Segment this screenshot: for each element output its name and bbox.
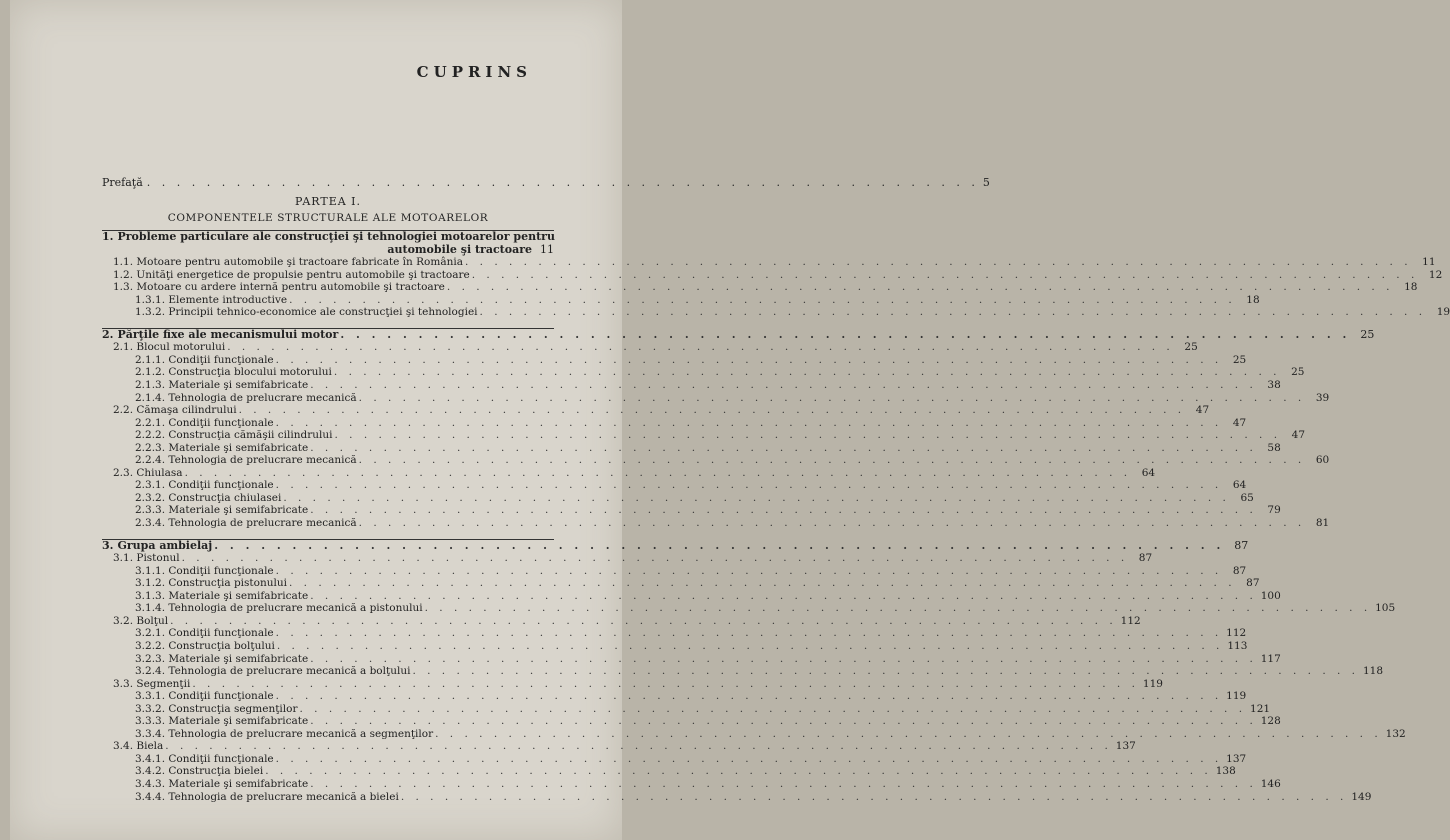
toc-entry	[102, 391, 1330, 405]
entry-page: 64	[1141, 466, 1156, 479]
toc-entry	[102, 639, 1248, 653]
entry-label: Probleme particulare ale construcţiei şi tehnologiei motoarelor pentru	[117, 230, 555, 243]
toc-entry	[102, 690, 1247, 703]
entry-label: 1.3. Motoare cu ardere internă pentru automobile şi tractoare	[113, 281, 445, 294]
leader-dots	[239, 404, 1186, 417]
entry-page: 119	[1226, 690, 1247, 703]
toc-entry	[102, 491, 1254, 505]
toc-entry	[102, 627, 1247, 640]
toc-entry	[102, 740, 1136, 753]
toc-entry	[102, 677, 1163, 691]
entry-page: 112	[1120, 614, 1141, 627]
leader-dots	[435, 728, 1382, 741]
leader-dots	[300, 703, 1247, 716]
leader-dots	[276, 690, 1223, 703]
leader-dots	[192, 678, 1139, 691]
entry-page: 79	[1267, 504, 1281, 517]
section-gap	[102, 319, 554, 328]
entry-label: 3.3.1. Condiţii funcţionale	[135, 690, 274, 703]
entry-label: 3.3. Segmenţii	[113, 677, 191, 690]
toc-entry	[102, 552, 1153, 565]
toc-entry	[102, 466, 1156, 480]
entry-page: 47	[1291, 429, 1306, 442]
leader-dots	[412, 665, 1359, 678]
toc-entry	[102, 281, 1418, 294]
entry-page: 5	[982, 176, 990, 189]
entry-page: 65	[1240, 491, 1254, 504]
entry-page: 138	[1215, 765, 1236, 778]
entry-page: 100	[1260, 589, 1281, 602]
entry-page: 11	[540, 242, 554, 256]
leader-dots	[465, 256, 1412, 269]
leader-dots	[359, 392, 1306, 405]
toc-entry	[102, 665, 1384, 678]
entry-label: 2.3.1. Condiţii funcţionale	[135, 479, 274, 492]
entry-label: 3.1.3. Materiale şi semifabricate	[135, 589, 309, 602]
entry-label: 3.1.1. Condiţii funcţionale	[135, 564, 274, 577]
entry-page: 117	[1260, 652, 1281, 665]
leader-dots	[214, 540, 1224, 553]
toc-entry	[102, 504, 1281, 517]
leader-dots	[359, 517, 1306, 530]
chapter-number: 1.	[102, 230, 114, 243]
entry-page: 25	[1291, 366, 1305, 379]
entry-label: Prefaţă	[102, 176, 143, 189]
leader-dots	[265, 765, 1212, 778]
leader-dots	[182, 552, 1129, 565]
toc-entry	[102, 404, 1210, 417]
entry-page: 18	[1246, 293, 1260, 306]
leader-dots	[289, 577, 1236, 590]
leader-dots	[185, 467, 1132, 480]
entry-label: Grupa ambielaj	[117, 538, 213, 552]
leader-dots	[276, 354, 1223, 367]
entry-page: 19	[1436, 306, 1450, 319]
entry-label: 2.3. Chiulasa	[113, 466, 183, 479]
leader-dots	[334, 429, 1281, 442]
entry-page: 118	[1362, 665, 1384, 678]
toc-entry	[102, 564, 1247, 578]
toc-entry	[102, 614, 1141, 628]
entry-label: 3.2.3. Materiale şi semifabricate	[135, 652, 309, 665]
entry-label: 3.4.2. Construcţia bielei	[135, 765, 264, 778]
toc-entry-preface	[102, 176, 990, 189]
toc-entry	[102, 652, 1281, 666]
toc-entry	[102, 715, 1281, 728]
toc-entry	[102, 341, 1198, 354]
leader-dots	[227, 341, 1174, 354]
entry-page: 119	[1142, 677, 1163, 690]
leader-dots: . . . . . . . . . . . . . . . . . . . . . . . . . . . . . . . . . . . . . . . . . . . . . . . . . . . . . . . .	[146, 176, 979, 189]
entry-label: automobile şi tractoare	[387, 242, 532, 256]
entry-page: 113	[1227, 639, 1248, 652]
toc-entry	[102, 790, 1372, 804]
entry-page: 87	[1234, 538, 1249, 552]
entry-page: 121	[1250, 702, 1271, 715]
entry-label: 2.2.4. Tehnologia de prelucrare mecanică	[135, 454, 357, 467]
toc-entry	[102, 416, 1247, 430]
leader-dots	[277, 640, 1224, 653]
entry-label: 1.3.2. Principii tehnico-economice ale construcţiei şi tehnologiei	[135, 306, 478, 319]
entry-page: 11	[1422, 256, 1436, 269]
toc-entry	[102, 752, 1247, 766]
entry-page: 137	[1226, 752, 1247, 765]
entry-label: 2.1.2. Construcţia blocului motorului	[135, 366, 332, 379]
entry-label: 3.4. Biela	[113, 740, 164, 753]
leader-dots	[340, 329, 1350, 342]
toc-entry	[102, 327, 1375, 342]
entry-label: 2.1.4. Tehnologia de prelucrare mecanică	[135, 391, 357, 404]
leader-dots	[310, 379, 1257, 392]
entry-label: 2.3.4. Tehnologia de prelucrare mecanică	[135, 517, 357, 530]
toc-entry	[102, 231, 554, 244]
toc-entry	[102, 517, 1330, 530]
toc-entry	[102, 538, 1249, 553]
section-gap	[102, 530, 554, 539]
entry-page: 112	[1226, 627, 1247, 640]
leader-dots	[334, 366, 1281, 379]
entry-label: 3.4.3. Materiale şi semifabricate	[135, 777, 309, 790]
entry-label: 1.2. Unităţi energetice de propulsie pentru automobile şi tractoare	[113, 268, 470, 281]
leader-dots	[401, 791, 1348, 804]
entry-page: 18	[1404, 281, 1418, 294]
entry-label: 2.1.1. Condiţii funcţionale	[135, 353, 274, 366]
entry-label: 2.1.3. Materiale şi semifabricate	[135, 379, 309, 392]
leader-dots	[276, 627, 1223, 640]
leader-dots	[310, 590, 1257, 603]
entry-page: 146	[1260, 777, 1281, 790]
page-title: CUPRINS	[416, 63, 532, 81]
entry-label: 2.2. Cămaşa cilindrului	[113, 404, 237, 417]
entry-label: 3.3.3. Materiale şi semifabricate	[135, 715, 309, 728]
toc-entry	[102, 353, 1247, 367]
leader-dots	[310, 504, 1257, 517]
leader-dots	[359, 454, 1306, 467]
toc-entry	[102, 602, 1396, 615]
entry-label: 2.1. Blocul motorului	[113, 341, 226, 354]
toc-entry	[102, 268, 1443, 282]
leader-dots	[170, 615, 1117, 628]
entry-label: 2.3.2. Construcţia chiulasei	[135, 491, 282, 504]
toc-entry	[102, 293, 1260, 307]
leader-dots	[283, 492, 1230, 505]
leader-dots	[276, 753, 1223, 766]
book-page	[10, 0, 1450, 840]
leader-dots	[472, 269, 1419, 282]
toc-entry	[102, 256, 1436, 269]
leader-dots	[310, 715, 1257, 728]
entry-page: 128	[1260, 715, 1281, 728]
toc-entry	[102, 727, 1406, 741]
toc-entry	[102, 577, 1260, 590]
leader-dots	[165, 740, 1112, 753]
entry-page: 87	[1232, 564, 1247, 577]
chapter-number: 3.	[102, 538, 114, 552]
entry-label: 3.1.4. Tehnologia de prelucrare mecanică a pistonului	[135, 602, 423, 615]
entry-page: 105	[1375, 602, 1396, 615]
entry-page: 64	[1232, 479, 1247, 492]
leader-dots	[480, 306, 1427, 319]
entry-page: 38	[1267, 379, 1281, 392]
toc-entry	[102, 244, 554, 257]
entry-label: 2.2.3. Materiale şi semifabricate	[135, 441, 309, 454]
entry-page: 47	[1195, 404, 1210, 417]
part-subtitle: COMPONENTELE STRUCTURALE ALE MOTOARELOR	[167, 212, 489, 224]
entry-page: 25	[1360, 327, 1375, 341]
toc-entry	[102, 702, 1271, 716]
entry-label: 3.2.1. Condiţii funcţionale	[135, 627, 274, 640]
entry-page: 81	[1315, 517, 1330, 530]
entry-label: 3.2.4. Tehnologia de prelucrare mecanică a bolţului	[135, 665, 411, 678]
leader-dots	[276, 565, 1223, 578]
entry-label: 1.3.1. Elemente introductive	[135, 293, 288, 306]
entry-label: Părţile fixe ale mecanismului motor	[117, 327, 339, 341]
entry-page: 87	[1138, 552, 1153, 565]
leader-dots	[289, 294, 1236, 307]
entry-page: 132	[1385, 727, 1406, 740]
entry-page: 60	[1315, 454, 1330, 467]
toc-entry	[102, 589, 1281, 603]
leader-dots	[310, 778, 1257, 791]
leader-dots	[447, 281, 1394, 294]
entry-page: 47	[1232, 416, 1247, 429]
toc-entry	[102, 777, 1281, 791]
entry-label: 2.2.1. Condiţii funcţionale	[135, 416, 274, 429]
leader-dots	[310, 653, 1257, 666]
toc-entry	[102, 366, 1305, 379]
toc-entry	[102, 306, 1450, 319]
entry-label: 1.1. Motoare pentru automobile şi tractoare fabricate în România	[113, 256, 463, 269]
entry-page: 39	[1315, 391, 1330, 404]
chapter-number: 2.	[102, 327, 114, 341]
entry-page: 12	[1428, 268, 1443, 281]
entry-label: 3.1. Pistonul	[113, 552, 180, 565]
entry-label: 2.3.3. Materiale şi semifabricate	[135, 504, 309, 517]
entry-page: 87	[1246, 577, 1260, 590]
part-title: PARTEA I.	[294, 195, 362, 208]
toc-entry	[102, 765, 1236, 778]
entry-label: 3.1.2. Construcţia pistonului	[135, 577, 287, 590]
entry-page: 137	[1115, 740, 1136, 753]
entry-label: 3.4.1. Condiţii funcţionale	[135, 752, 274, 765]
leader-dots	[276, 417, 1223, 430]
toc-entry	[102, 429, 1306, 442]
entry-label: 3.2. Bolţul	[113, 614, 169, 627]
entry-page: 25	[1184, 341, 1198, 354]
entry-page: 25	[1232, 353, 1247, 366]
entry-label: 3.3.2. Construcţia segmenţilor	[135, 702, 298, 715]
toc-entry	[102, 441, 1281, 455]
leader-dots	[425, 602, 1372, 615]
leader-dots	[310, 442, 1257, 455]
toc-entry	[102, 379, 1281, 392]
entry-label: 3.4.4. Tehnologia de prelucrare mecanică a bielei	[135, 790, 399, 803]
entry-label: 2.2.2. Construcţia cămăşii cilindrului	[135, 429, 333, 442]
toc-entry	[102, 454, 1330, 467]
toc-entry	[102, 479, 1247, 492]
table-of-contents	[102, 230, 1450, 803]
leader-dots	[276, 479, 1223, 492]
entry-page: 149	[1351, 790, 1372, 803]
entry-label: 3.3.4. Tehnologia de prelucrare mecanică a segmenţilor	[135, 727, 434, 740]
entry-page: 58	[1267, 441, 1281, 454]
entry-label: 3.2.2. Construcţia bolţului	[135, 639, 275, 652]
